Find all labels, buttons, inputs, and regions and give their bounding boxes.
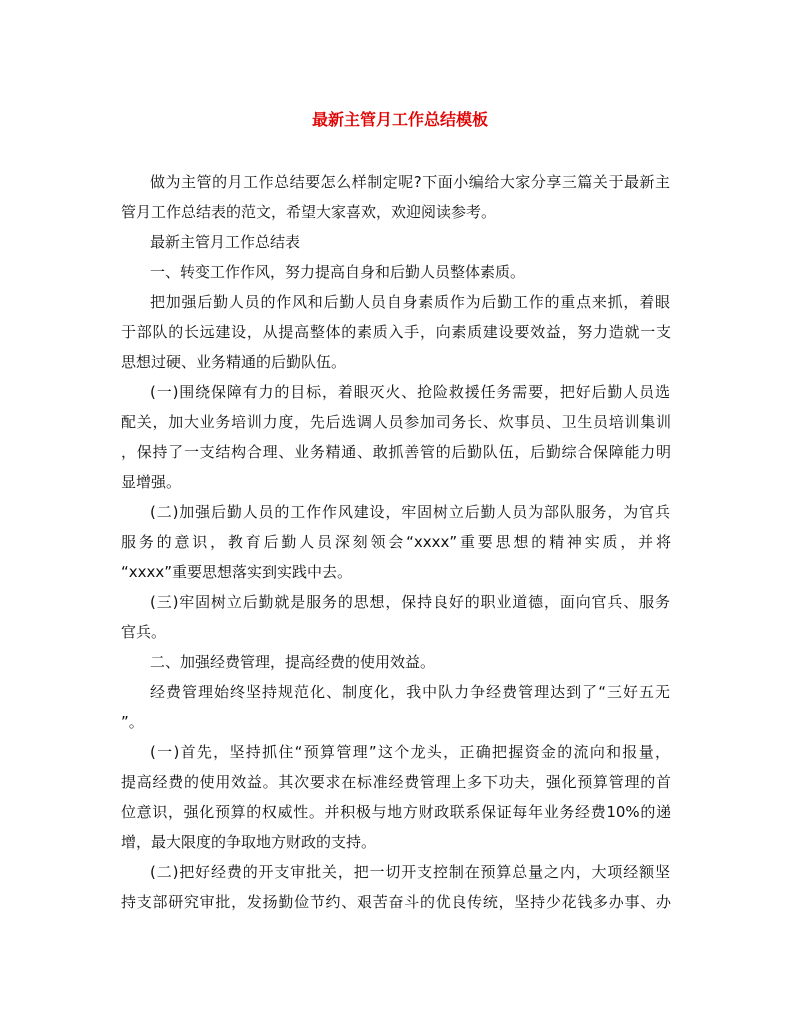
paragraph-line: 思想过硬、业务精通的后勤队伍。 — [121, 353, 347, 371]
paragraph-line: 持支部研究审批，发扬勤俭节约、艰苦奋斗的优良传统，坚持少花钱多办事、办 — [121, 893, 671, 911]
paragraph-line: 位意识，强化预算的权威性。并积极与地方财政联系保证每年业务经费10%的递 — [121, 803, 671, 821]
paragraph-line: 服务的意识，教育后勤人员深刻领会“xxxx”重要思想的精神实质，并将 — [121, 533, 671, 551]
paragraph-line: (二)把好经费的开支审批关，把一切开支控制在预算总量之内，大项经额坚 — [150, 863, 670, 881]
paragraph-line: 做为主管的月工作总结要怎么样制定呢?下面小编给大家分享三篇关于最新主 — [150, 173, 670, 191]
paragraph-line: (二)加强后勤人员的工作作风建设，牢固树立后勤人员为部队服务，为官兵 — [150, 503, 670, 521]
paragraph-line: 把加强后勤人员的作风和后勤人员自身素质作为后勤工作的重点来抓，着眼 — [150, 293, 670, 311]
document-title: 最新主管月工作总结模板 — [311, 110, 488, 129]
paragraph-line: 配关，加大业务培训力度，先后选调人员参加司务长、炊事员、卫生员培训集训 — [121, 413, 671, 431]
paragraph-line: “xxxx”重要思想落实到实践中去。 — [121, 563, 353, 581]
paragraph-line: 提高经费的使用效益。其次要求在标准经费管理上多下功夫，强化预算管理的首 — [121, 773, 671, 791]
paragraph-line: ”。 — [121, 713, 144, 731]
paragraph-line: 显增强。 — [121, 473, 182, 491]
paragraph-line: 经费管理始终坚持规范化、制度化，我中队力争经费管理达到了“三好五无 — [150, 683, 670, 701]
paragraph-line: ，保持了一支结构合理、业务精通、敢抓善管的后勤队伍，后勤综合保障能力明 — [121, 443, 671, 461]
section-heading: 最新主管月工作总结表 — [150, 233, 301, 251]
paragraph-line: 于部队的长远建设，从提高整体的素质入手，向素质建设要效益，努力造就一支 — [121, 323, 671, 341]
section-heading: 一、转变工作作风，努力提高自身和后勤人员整体素质。 — [150, 263, 526, 281]
paragraph-line: 官兵。 — [121, 623, 167, 641]
section-heading: 二、加强经费管理，提高经费的使用效益。 — [150, 653, 436, 671]
paragraph-line: (三)牢固树立后勤就是服务的思想，保持良好的职业道德，面向官兵、服务 — [150, 593, 670, 611]
paragraph-line: (一)围绕保障有力的目标，着眼灭火、抢险救援任务需要，把好后勤人员选 — [150, 383, 670, 401]
paragraph-line: 管月工作总结表的范文，希望大家喜欢，欢迎阅读参考。 — [121, 203, 497, 221]
paragraph-line: 增，最大限度的争取地方财政的支持。 — [121, 833, 377, 851]
paragraph-line: (一)首先，坚持抓住“预算管理”这个龙头，正确把握资金的流向和报量， — [150, 743, 670, 761]
